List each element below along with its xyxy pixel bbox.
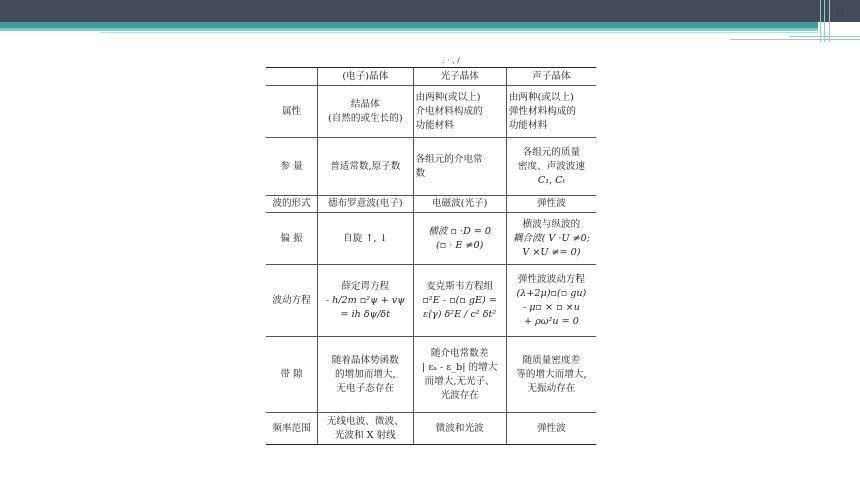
cell-line: 各组元的介电常 — [415, 153, 483, 165]
table-cell — [506, 265, 596, 337]
table-row — [266, 337, 596, 413]
cell-line: 光波存在 — [440, 389, 479, 401]
header-corner — [266, 68, 318, 86]
cell-line: 由两种(或以上) — [508, 91, 574, 103]
row-label: 属性 — [266, 86, 318, 138]
cell-line: 的增加而增大, — [334, 368, 396, 380]
title-bar — [0, 0, 860, 22]
header-electronic-crystal: (电子)晶体 — [318, 68, 413, 86]
cell-line: 薛定谔方程 — [341, 280, 390, 292]
table-cell — [318, 196, 413, 213]
row-label: 偏 振 — [266, 213, 318, 265]
page-number: 6 — [836, 4, 844, 20]
cell-line: ▫²E - ▫(▫ gE) = — [422, 294, 497, 306]
header-photonic-crystal: 光子晶体 — [413, 68, 506, 86]
cell-line: 随质量密度差 — [522, 354, 581, 366]
cell-line: 弹性材料构成的 — [508, 105, 576, 117]
cell-line: 横波 ▫ ·D = 0 — [428, 225, 492, 237]
table-cell — [413, 413, 506, 445]
table-cell — [318, 413, 413, 445]
cell-line: 横波与纵波的 — [522, 218, 581, 230]
cell-line: 随介电常数差 — [430, 347, 489, 359]
cell-line: | εₐ - ε_b| 的增大 — [422, 361, 498, 373]
cell-line: (λ+2μ)▫(▫ gu) — [516, 287, 587, 299]
accent-stripe-light — [0, 28, 818, 31]
row-label: 波的形式 — [266, 196, 318, 213]
cell-line: 功能材料 — [415, 119, 454, 131]
cell-line: 无振动存在 — [527, 382, 576, 394]
table-cell — [318, 213, 413, 265]
table-row — [266, 86, 596, 138]
row-label: 参 量 — [266, 138, 318, 196]
table-cell — [318, 337, 413, 413]
cell-line: 无线电波、微波、 — [326, 415, 404, 427]
decor-horizontal-line — [790, 36, 860, 37]
cell-line: 等的增大而增大, — [516, 368, 587, 380]
table-cell — [413, 138, 506, 196]
cell-line: - h/2m ▫²ψ + vψ — [325, 294, 405, 306]
table-cell — [506, 138, 596, 196]
table-row — [266, 413, 596, 445]
table-row — [266, 265, 596, 337]
scan-artifact-marks: . · , / — [442, 56, 460, 65]
row-label: 波动方程 — [266, 265, 318, 337]
header-phononic-crystal: 声子晶体 — [506, 68, 596, 86]
table-cell — [413, 86, 506, 138]
cell-line: 而增大,无光子、 — [424, 375, 495, 387]
table-row — [266, 213, 596, 265]
table-cell — [413, 213, 506, 265]
cell-line: 耦合波( V ·U ≠0; — [512, 232, 590, 244]
cell-line: 麦克斯韦方程组 — [426, 280, 494, 292]
table-cell — [318, 265, 413, 337]
cell-line: 介电材料构成的 — [415, 105, 483, 117]
table-cell — [506, 337, 596, 413]
cell-line: 无电子态存在 — [336, 382, 395, 394]
table-cell — [318, 86, 413, 138]
table-cell — [506, 413, 596, 445]
cell-line: 弹性波 — [537, 422, 566, 434]
cell-line: 弹性波波动方程 — [517, 273, 585, 285]
cell-line: (自然的或生长的) — [327, 112, 403, 124]
table-row — [266, 196, 596, 213]
cell-line: 密度、声波波速 — [517, 160, 585, 172]
cell-line: 由两种(或以上) — [415, 91, 481, 103]
cell-line: 微波和光波 — [435, 422, 484, 434]
accent-hairline — [100, 32, 818, 33]
cell-line: 电磁波(光子) — [431, 198, 488, 209]
cell-line: ε(γ) δ²E / c² δt² — [423, 308, 497, 320]
table-cell — [413, 337, 506, 413]
row-label: 带 隙 — [266, 337, 318, 413]
table-cell — [318, 138, 413, 196]
cell-line: 结晶体 — [350, 98, 380, 110]
cell-line: C₁, Cₜ — [537, 174, 565, 186]
cell-line: = ih δψ/δt — [340, 308, 391, 320]
table-cell — [413, 265, 506, 337]
table-header-row — [266, 68, 596, 86]
cell-line: 自旋 ↑, ↓ — [343, 232, 388, 244]
cell-line: 各组元的质量 — [522, 146, 581, 158]
table-cell — [413, 196, 506, 213]
cell-line: + ρω²u = 0 — [524, 315, 579, 327]
cell-line: (▫ · E ≠0) — [435, 239, 484, 251]
table-cell — [506, 213, 596, 265]
cell-line: 功能材料 — [508, 119, 548, 131]
cell-line: V ×U ≠= 0) — [522, 246, 581, 258]
row-label: 频率范围 — [266, 413, 318, 445]
cell-line: 普适常数,原子数 — [330, 160, 401, 172]
cell-line: 数 — [415, 167, 426, 179]
cell-line: 光波和 X 射线 — [334, 429, 396, 441]
cell-line: - μ▫ × ▫ ×u — [522, 301, 580, 313]
cell-line: 随着晶体势函数 — [331, 354, 399, 366]
crystal-comparison-table — [266, 67, 596, 445]
table-row — [266, 138, 596, 196]
cell-line: 德布罗意波(电子) — [327, 198, 403, 209]
table-cell — [506, 86, 596, 138]
cell-line: 弹性波 — [537, 198, 566, 209]
table-cell — [506, 196, 596, 213]
decor-horizontal-line — [730, 39, 860, 40]
